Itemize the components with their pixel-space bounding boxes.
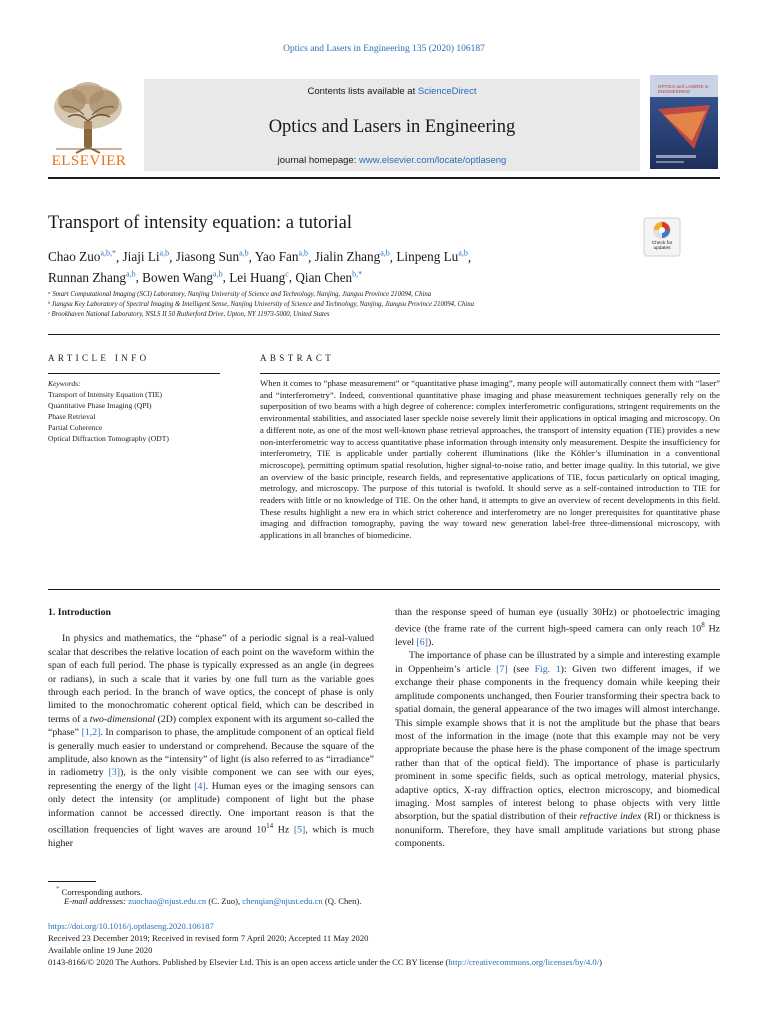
author[interactable]: Chao Zuo$^{a,b,*}$ <box>48 249 116 265</box>
author[interactable]: Runnan Zhang$^{a,b}$ <box>48 269 136 285</box>
keyword: Quantitative Phase Imaging (QPI) <box>48 401 152 410</box>
journal-reference[interactable]: Optics and Lasers in Engineering 135 (2020) 106187 <box>283 44 485 54</box>
body-paragraph: The importance of phase can be illustrated by a simple and interesting example in Oppenheim’s article [7] (see Fig. 1): Given two different images, if we exchange their phase components in the frequency domain while keeping their amplitude components unchanged, then Fourier transforming their spectra back to spatial domain, the general appearance of the two images will almost interchange. This simple example shows that it is not the amplitude but the phase that bears most of the information in the image (note that this example may not be very appropriate because the phase here is the phase component of the image spectrum rather than that of the optical field). The importance of phase is particularly prominent in some specific fields, such as optical metrology, material physics, adaptive optics, X-ray diffraction optics, electron microscopy, and biomedical imaging. Most samples of interest belong to phase objects with very little absorption, but the spatial distribution of their refractive index (RI) or thickness is nonuniform. Therefore, they have small amplitude variations but strong phase components. <box>395 650 721 850</box>
elsevier-wordmark: ELSEVIER <box>51 153 127 169</box>
divider <box>48 334 720 335</box>
elsevier-logo[interactable] <box>48 77 130 171</box>
email-link[interactable]: chenqian@njust.edu.cn <box>242 896 323 906</box>
divider <box>48 373 220 374</box>
keyword: Optical Diffraction Tomography (ODT) <box>48 434 169 443</box>
author[interactable]: Jiaji Li$^{a,b}$ <box>122 249 170 265</box>
contents-line <box>144 86 640 97</box>
figure-link[interactable]: Fig. 1 <box>534 663 561 675</box>
footnote-divider <box>48 881 96 882</box>
divider <box>48 589 720 590</box>
author[interactable]: Bowen Wang$^{a,b}$ <box>142 269 223 285</box>
citation-link[interactable]: [4] <box>194 780 206 792</box>
author[interactable]: Jiasong Sun$^{a,b}$ <box>175 249 249 265</box>
homepage-prefix: journal homepage: <box>277 155 359 166</box>
author[interactable]: Lei Huang$^c$ <box>229 269 289 285</box>
body-left-column <box>48 606 374 850</box>
email-line: E-mail addresses: zuochao@njust.edu.cn (C. Zuo), chenqian@njust.edu.cn (Q. Chen). <box>64 896 362 906</box>
citation-link[interactable]: [3] <box>108 767 121 779</box>
corresponding-note: * Corresponding authors. <box>56 885 143 897</box>
license-line: 0143-8166/© 2020 The Authors. Published by Elsevier Ltd. This is an open access article under the CC BY license (http://creativecommons.org/licenses/by/4.0/) <box>48 957 602 967</box>
author[interactable]: Jialin Zhang$^{a,b}$ <box>314 249 390 265</box>
body-paragraph: In physics and mathematics, the “phase” of a periodic signal is a real-valued scalar that describes the relative location of each point on the waveform within the span of each full period. The phase is typically expressed as an angle (in degrees or radians), in such a scale that it varies by one full turn as the variable goes through each period. In the branch of wave optics, the concept of phase is only limited to the monochromatic coherent optical field, which can be described in terms of a two-dimensional (2D) complex exponent with its argument so-called the “phase” [1,2]. In comparison to phase, the amplitude component of an optical field is generally much easier to understand or comprehend. Because the square of the amplitude, also known as the “intensity” of light (is also referred to as “irradiance” in radiometry [3]), is the only visible component we can see with our eyes, representing the energy of the light [4]. Human eyes or the imaging sensors can only detect the intensity (or amplitude) component of light but the phase information cannot be accessed directly. One important reason is that the oscillation frequencies of light waves are around $10^{14}$ Hz [5], which is much higher <box>48 633 375 849</box>
citation-link[interactable]: [5] <box>293 824 306 836</box>
abstract-heading: ABSTRACT <box>260 353 335 363</box>
cover-title: OPTICS and LASERS in ENGINEERING <box>658 84 709 94</box>
keyword: Phase Retrieval <box>48 412 96 421</box>
citation-link[interactable]: [6] <box>416 637 428 649</box>
author[interactable]: Qian Chen$^{b,*}$ <box>295 269 363 285</box>
license-link[interactable]: http://creativecommons.org/licenses/by/4.0/ <box>448 957 600 967</box>
affiliation: ᵇ Jiangsu Key Laboratory of Spectral Imaging & Intelligent Sense, Nanjing University of Science and Technology, Nanjing, Jiangsu Province 210094, China <box>48 301 475 308</box>
email-link[interactable]: zuochao@njust.edu.cn <box>128 896 207 906</box>
body-paragraph: than the response speed of human eye (usually 30Hz) or photoelectric imaging device (the frame rate of the current high-speed camera can only reach $10^8$ Hz level [6]). <box>395 607 721 649</box>
citation-link[interactable]: [1,2] <box>81 727 101 739</box>
section-heading: 1. Introduction <box>48 607 111 618</box>
available-online: Available online 19 June 2020 <box>48 945 153 955</box>
abstract-text: When it comes to “phase measurement” or “quantitative phase imaging”, many people will automatically connect them with “laser” and “interferometry”. Indeed, conventional quantitative phase imaging and phase measurement techniques generally rely on the superposition of two beams with a high degree of coherence: complex interferometric configurations, stringent requirements on the environmental stabilities, and associated laser speckle noise severely limit their applications in optical imaging and microscopy. On a different note, as one of the most well-known phase retrieval approaches, the transport of intensity equation (TIE) provides a new non-interferometric way to access quantitative phase information through intensity only measurement. Despite the insufficiency for interferometry, TIE is applicable under partially coherent illuminations (like the Köhler’s illumination in a conventional microscope), permitting optimum spatial resolution, higher signal-to-noise ratio, and better image quality. In this tutorial, we give an overview of the basic principle, research fields, and representative applications of TIE, focus particularly on optical imaging, metrology, and microscopy. The purpose of this tutorial is twofold. It should serve as a self-contained introduction to TIE for readers with little or no knowledge of TIE. On the other hand, it attempts to give an overview of recent developments in this field. These results highlight a new era in which strict coherence and interferometry are no longer prerequisites for quantitative phase imaging and diffraction tomography, paving the way toward new generation label-free three-dimensional microscopy, with applications in all branches of biomedicine. <box>260 378 720 541</box>
journal-cover-thumbnail[interactable] <box>650 75 718 169</box>
author[interactable]: Yao Fan$^{a,b}$ <box>254 249 309 265</box>
divider <box>260 373 720 374</box>
author[interactable]: Linpeng Lu$^{a,b}$ <box>396 249 468 265</box>
homepage-line <box>144 155 640 166</box>
journal-header <box>48 75 720 179</box>
crossmark-badge[interactable] <box>643 217 681 257</box>
homepage-link[interactable]: www.elsevier.com/locate/optlaseng <box>359 155 507 166</box>
journal-banner <box>144 79 640 171</box>
keyword: Partial Coherence <box>48 423 103 432</box>
keyword: Transport of Intensity Equation (TIE) <box>48 390 163 399</box>
crossmark-label: Check for updates <box>651 241 673 252</box>
journal-title: Optics and Lasers in Engineering <box>268 117 516 137</box>
contents-prefix: Contents lists available at <box>307 86 418 97</box>
affiliation: ᶜ Brookhaven National Laboratory, NSLS II 50 Rutherford Drive, Upton, NY 11973-5000, United States <box>48 311 330 318</box>
received-dates: Received 23 December 2019; Received in revised form 7 April 2020; Accepted 11 May 2020 <box>48 933 369 943</box>
citation-link[interactable]: [7] <box>496 663 508 675</box>
doi-link[interactable]: https://doi.org/10.1016/j.optlaseng.2020.106187 <box>48 921 214 931</box>
keywords-label: Keywords: <box>48 379 81 388</box>
affiliation: ᵃ Smart Computational Imaging (SCI) Laboratory, Nanjing University of Science and Technology, Nanjing, Jiangsu Province 210094, China <box>48 291 432 298</box>
article-title: Transport of intensity equation: a tutorial <box>48 213 353 233</box>
keywords-block <box>48 378 220 444</box>
body-right-column <box>395 606 720 851</box>
sciencedirect-link[interactable]: ScienceDirect <box>417 86 477 97</box>
author-list: Chao Zuo$^{a,b,*}$, Jiaji Li$^{a,b}$, Jiasong Sun$^{a,b}$, Yao Fan$^{a,b}$, Jialin Zhang$^{a,b}$, Linpeng Lu$^{a,b}$, Runnan Zhang$^{a,b}$, Bowen Wang$^{a,b}$, Lei Huang$^c$, Qian Chen$^{b,*}$ <box>48 249 472 285</box>
article-info-heading: ARTICLE INFO <box>48 353 150 363</box>
